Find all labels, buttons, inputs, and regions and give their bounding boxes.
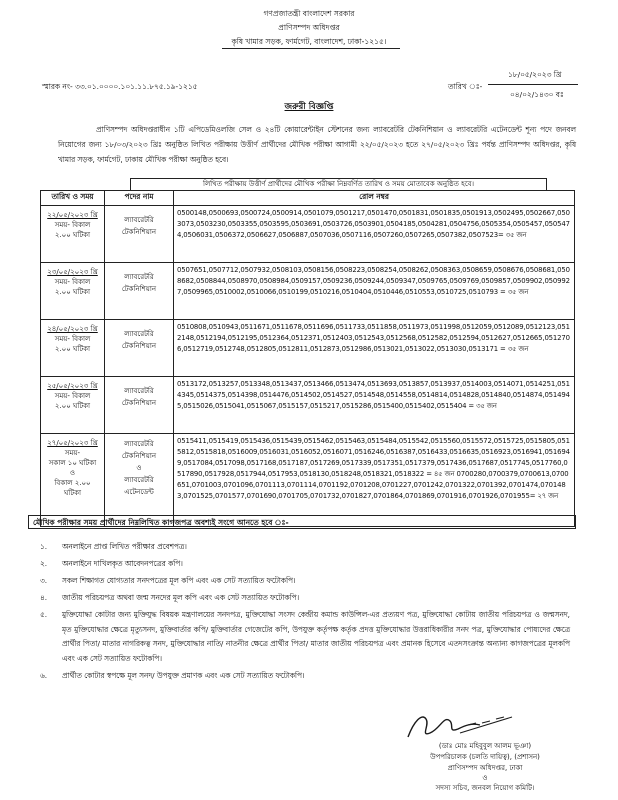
date-line: ২২/০৫/২০২৩ খ্রি [47, 211, 98, 219]
list-item [40, 669, 570, 684]
time-line: ২.০০ ঘটিকা [54, 231, 91, 239]
date-divider [488, 84, 578, 85]
row-post [105, 377, 174, 434]
row-rolls: 0507651,0507712,0507932,0508103,0508156,0508223,0508254,0508262,0508363,0508659,0508676,0508681,0508682,0508844,0508970,0508984,0509157,0509236,0509244,0509347,0509765,0509769,0509857,0509902,0509927,0509965,0510002,0510066,0510199,0510216,0510404,0510446,0510553,0510725,0510793 = ৩৫ জন [174, 263, 575, 320]
header-roll-number: রোল নম্বর [174, 191, 575, 206]
row-post [105, 263, 174, 320]
item-number: ২. [40, 559, 48, 568]
row-date-time [41, 206, 105, 263]
row-date-time [41, 434, 105, 527]
time-line: বিকাল ২.০০ [54, 479, 91, 487]
notice-body: প্রাণিসম্পদ অধিদপ্তরাধীন ১টি এপিডেমিওলজি সেল ও ২৪টি কোয়ারেন্টাইন স্টেশনের জন্য ল্যাবরেটরি টেকনিশিয়ান ও ল্যাবরেটরি এটেনডেন্ট শূন্য পদে জনবল নিয়োগের জন্য ১৮/০৩/২০২৩ খ্রিঃ অনুষ্ঠিত লিখিত পরীক্ষায় উত্তীর্ণ প্রার্থীদের মৌখিক পরীক্ষা আগামী ২২/০৫/২০২৩ হতে ২৭/০৫/২০২৩ খ্রিঃ পর্যন্ত প্রাণিসম্পদ অধিদপ্তর, কৃষি খামার সড়ক, ফার্মগেট, ঢাকায় মৌখিক পরীক্ষা অনুষ্ঠিত হবে। [58, 125, 576, 164]
item-text: অনলাইনে প্রাপ্ত লিখিত পরীক্ষার প্রবেশপত্র। [62, 542, 187, 551]
date-gregorian: ১৮/০৫/২০২৩ খ্রি [508, 70, 562, 79]
table-row [41, 377, 575, 434]
list-item [40, 574, 570, 589]
row-post [105, 434, 174, 527]
item-text: অনলাইনে দাখিলকৃত আবেদনপত্রের কপি। [62, 559, 183, 568]
table-row [41, 434, 575, 527]
date-bangla: ০৪/০২/১৪৩০ বঃ [510, 90, 564, 99]
notice-box-note: লিখিত পরীক্ষায় উত্তীর্ণ প্রার্থীদের মৌখিক পরীক্ষা নিম্নবর্ণিত তারিখ ও সময় মোতাবেক অনুষ্ঠিত হবে। [130, 178, 547, 191]
time-line: সময়- বিকাল [54, 278, 91, 286]
item-number: ৩. [40, 576, 48, 585]
list-item [40, 591, 570, 606]
item-number: ৫. [40, 610, 48, 619]
post-line: ল্যাবরেটরি [124, 440, 154, 448]
memo-number: ৩৩.০১.০০০০.১০১.১১.৮৭৫.১৯-১২১৫ [75, 82, 198, 91]
row-rolls: 0510808,0510943,0511671,0511678,0511696,0511733,0511858,0511973,0511998,0512059,0512089,0512123,0512148,0512194,0512195,0512364,0512371,0512403,0512543,0512568,0512582,0512594,0512627,0512665,0512706,0512719,0512748,0512805,0512811,0512873,0512986,0513021,0513022,0513030,0513171 = ৩৫ জন [174, 320, 575, 377]
signatory-designation: উপপরিচালক (চলতি দায়িত্ব), (প্রশাসন) [430, 753, 540, 761]
handwritten-signature [400, 703, 520, 745]
row-post [105, 320, 174, 377]
time-line: সকাল ১০ ঘটিকা [48, 459, 97, 467]
table-row [41, 320, 575, 377]
post-line: ল্যাবরেটরি [124, 216, 154, 224]
item-number: ১. [40, 542, 48, 551]
date-line: ২৪/০৫/২০২৩ খ্রি [47, 325, 98, 333]
row-date-time [41, 263, 105, 320]
date-line: ২৩/০৫/২০২৩ খ্রি [47, 268, 98, 276]
post-line: এটেনডেন্ট [124, 488, 154, 496]
row-date-time [41, 320, 105, 377]
date-line: ২৭/০৫/২০২৩ খ্রি [47, 439, 98, 447]
list-item [40, 608, 570, 666]
signatory-office: প্রাণিসম্পদ অধিদপ্তর, ঢাকা [447, 764, 523, 772]
item-text: মুক্তিযোদ্ধা কোটার জন্য মুক্তিযুদ্ধ বিষয়ক মন্ত্রণালয়ের সনদপত্র, মুক্তিযোদ্ধা সংসদ কেন্দ্রীয় কমান্ড কাউন্সিল-এর প্রত্যয়ণ পত্র, মুক্তিযোদ্ধা কোটায় জাতীয় পরিচয়পত্র ও জন্মসনদ, মৃত মুক্তিযোদ্ধার ক্ষেত্রে মৃত্যুসনদ, মুক্তিবার্তার কপি/ মুক্তিবার্তার গেজেটের কপি, উপযুক্ত কর্তৃপক্ষ কর্তৃক প্রদত্ত মুক্তিযোদ্ধার উত্তরাধিকারীর সনদ পত্র, মুক্তিযোদ্ধার পোষ্যদের ক্ষেত্রে প্রার্থীর পিতা/ মাতার নাগরিকত্ব সনদ, মুক্তিযোদ্ধার নাতি/ নাতনীর ক্ষেত্রে প্রার্থীর পিতা/ মাতার জাতীয় পরিচয়পত্র এবং প্রমানক হিসেবে এতদসংক্রান্ত অন্যান্য কাগজপত্রের মূলকপি এবং এক সেট সত্যায়িত ফটোকপি। [62, 610, 570, 663]
post-line: ল্যাবরেটরি [124, 387, 154, 395]
post-line: টেকনিশিয়ান [121, 342, 157, 350]
date-label: তারিখ ঃ- [448, 82, 483, 91]
item-number: ৬. [40, 670, 48, 680]
time-line: ও [69, 469, 76, 477]
signatory-and: ও [482, 774, 488, 782]
item-text: সকল শিক্ষাগত যোগ্যতার সনদপত্রের মূল কপি এবং এক সেট সত্যায়িত ফটোকপি। [62, 576, 296, 585]
list-item [40, 540, 570, 555]
memo-label: স্মারক নং- [42, 82, 73, 91]
header-post-name: পদের নাম [105, 191, 174, 206]
time-line: ২.০০ ঘটিকা [54, 402, 91, 410]
header-underline [222, 48, 400, 49]
notice-title: জরুরী বিজ্ঞপ্তি [284, 102, 334, 112]
table-row [41, 263, 575, 320]
row-post [105, 206, 174, 263]
header-date-time: তারিখ ও সময় [41, 191, 105, 206]
time-line: ঘটিকা [63, 489, 82, 497]
signatory-committee: সদস্য সচিব, জনবল নিয়োগ কমিটি। [435, 784, 535, 792]
item-text: প্রার্থীত কোটার স্বপক্ষে মূল সনদ/ উপযুক্ত প্রমাণক এবং এক সেট সত্যায়িত ফটোকপি। [62, 670, 305, 680]
documents-list [40, 540, 570, 686]
row-date-time [41, 377, 105, 434]
post-line: টেকনিশিয়ান [121, 285, 157, 293]
post-line: ল্যাবরেটরি [124, 273, 154, 281]
header-government: গণপ্রজাতন্ত্রী বাংলাদেশ সরকার [263, 9, 355, 18]
date-line: ২৫/০৫/২০২৩ খ্রি [47, 382, 98, 390]
time-line: ২.০০ ঘটিকা [54, 288, 91, 296]
list-item [40, 557, 570, 572]
post-line: ল্যাবরেটরি [124, 476, 154, 484]
header-address: কৃষি খামার সড়ক, ফার্মগেট, বাংলাদেশ, ঢাকা-১২১৫। [231, 37, 387, 46]
item-number: ৪. [40, 593, 48, 602]
memo-reference [42, 82, 197, 94]
post-line: ও [136, 464, 142, 472]
time-line: সময়- [64, 449, 81, 457]
time-line: ২.০০ ঘটিকা [54, 345, 91, 353]
documents-heading: মৌখিক পরীক্ষার সময় প্রার্থীদের নিম্নলিখিত কাগজপত্র অবশ্যই সংগে আনতে হবে ঃ- [28, 515, 576, 529]
schedule-header-row [41, 191, 575, 206]
item-text: জাতীয় পরিচয়পত্র অথবা জন্ম সনদের মূল কপি এবং এক সেট সত্যায়িত ফটোকপি। [62, 593, 300, 602]
row-rolls: 0515411,0515419,0515436,0515439,0515462,0515463,0515484,0515542,0515560,0515572,0515725,0515805,0515812,0515818,0516009,0516031,0516052,0516071,0516246,0516387,0516433,0516635,0516923,0516941,0516949,0517084,0517098,0517168,0517187,0517269,0517339,0517351,0517379,0517436,0517687,0517745,0517760,0517890,0517928,0517944,0517953,0518130,0518248,0518321,0518322 = ৪৫ জন 0700280,0700379,0700613,0700651,0701003,0701096,0701113,0701114,0701192,0701208,0701227,0701242,0701322,0701392,0701474,0701483,0701525,0701577,0701690,0701705,0701732,0701827,0701864,0701869,0701916,0701926,0701955= ২৭ জন [174, 434, 575, 527]
time-line: সময়- বিকাল [54, 392, 91, 400]
post-line: ল্যাবরেটরি [124, 330, 154, 338]
row-rolls: 0513172,0513257,0513348,0513437,0513466,0513474,0513693,0513857,0513937,0514003,0514071,0514251,0514345,0514375,0514398,0514476,0514502,0514527,0514548,0514558,0514814,0514828,0514840,0514874,0514945,0515026,0515041,0515067,0515157,0515217,0515286,0515400,0515402,0515404 = ৩৫ জন [174, 377, 575, 434]
header-department: প্রাণিসম্পদ অধিদপ্তর [278, 23, 340, 32]
schedule-table [40, 190, 575, 527]
post-line: টেকনিশিয়ান [121, 452, 157, 460]
signatory-name: (ডাঃ মোঃ মহিবুবুল আলম ভূঞা) [438, 742, 532, 750]
time-line: সময়- বিকাল [54, 221, 91, 229]
post-line: টেকনিশিয়ান [121, 399, 157, 407]
table-row [41, 206, 575, 263]
time-line: সময়- বিকাল [54, 335, 91, 343]
row-rolls: 0500148,0500693,0500724,0500914,0501079,0501217,0501470,0501831,0501835,0501913,0502495,0502667,0503073,0503230,0503355,0503595,0503691,0503726,0503901,0504185,0504281,0504756,0505354,0505457,0505474,0506031,0506372,0506627,0506887,0507036,0507116,0507260,0507265,0507382,0507523= ৩৫ জন [174, 206, 575, 263]
post-line: টেকনিশিয়ান [121, 228, 157, 236]
